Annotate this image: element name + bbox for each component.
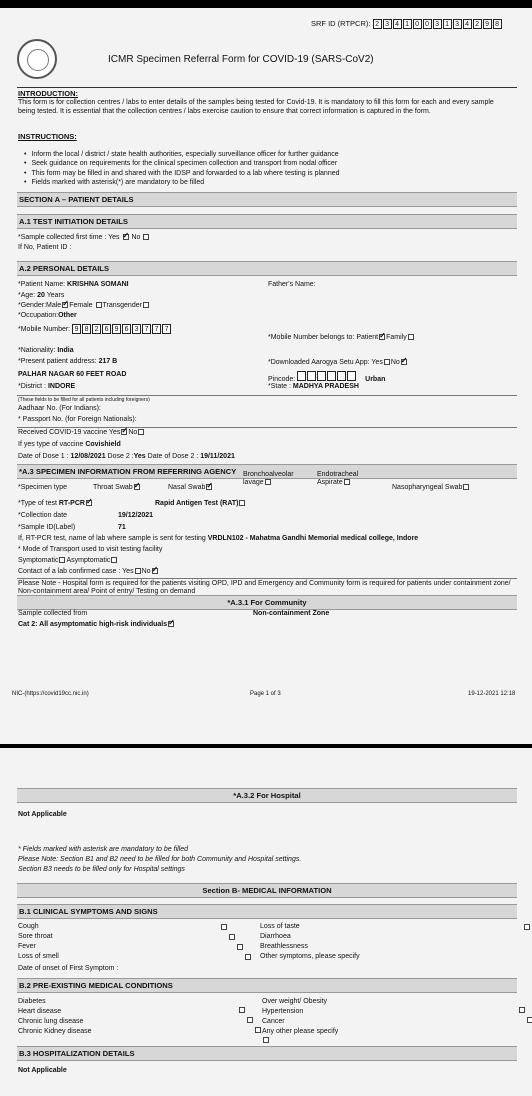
address-line-2: PALHAR NAGAR 60 FEET ROAD — [18, 371, 127, 378]
a1-header: A.1 TEST INITIATION DETAILS — [17, 214, 517, 229]
b3-header: B.3 HOSPITALIZATION DETAILS — [17, 1046, 517, 1061]
item-checkbox[interactable] — [239, 1007, 245, 1013]
collection-date-label: *Collection date — [18, 512, 68, 519]
patient-name: KRISHNA SOMANI — [67, 281, 129, 288]
digit-box: 6 — [102, 324, 111, 334]
item-checkbox[interactable] — [247, 1017, 253, 1023]
form-page-1 — [0, 8, 532, 744]
srf-label: SRF ID (RTPCR): — [311, 19, 371, 28]
digit-box: 9 — [483, 19, 492, 29]
vaccine-type-row: If yes type of vaccine Covishield — [18, 441, 121, 448]
naso-swab: Nasopharyngeal Swab — [392, 484, 470, 492]
item-label: Heart disease — [18, 1008, 62, 1015]
patient-checkbox[interactable] — [379, 334, 385, 340]
digit-box: 3 — [132, 324, 141, 334]
digit-box: 4 — [463, 19, 472, 29]
vaccine-row: Received COVID-19 vaccine Yes✓ No — [18, 429, 145, 437]
digit-box: 7 — [152, 324, 161, 334]
item-label: Any other please specify — [262, 1028, 339, 1035]
b3-value: Not Applicable — [18, 1067, 67, 1074]
item-checkbox[interactable] — [524, 924, 530, 930]
digit-box: 3 — [433, 19, 442, 29]
a3-header: *A.3 SPECIMEN INFORMATION FROM REFERRING AGENCY — [17, 464, 517, 479]
transport-row: * Mode of Transport used to visit testing facility — [18, 546, 163, 553]
contact-row: Contact of a lab confirmed case : Yes No✓ — [18, 568, 159, 576]
item-checkbox[interactable] — [221, 924, 227, 930]
nationality-row: *Nationality: India — [18, 347, 74, 354]
item-label: Fever — [18, 943, 36, 950]
broncho: Bronchoalveolar lavage — [243, 471, 294, 487]
footer-date: 19-12-2021 12:18 — [468, 691, 516, 697]
mobile-digit-boxes — [72, 326, 172, 333]
item-label: Diabetes — [18, 998, 46, 1005]
instructions-heading: INSTRUCTIONS: — [18, 132, 77, 141]
rat-checkbox[interactable] — [239, 500, 245, 506]
nasal-swab: Nasal Swab✓ — [168, 484, 213, 492]
digit-box: 3 — [453, 19, 462, 29]
fathers-name: Father's Name: — [268, 281, 316, 288]
digit-box: 6 — [122, 324, 131, 334]
transgender-checkbox[interactable] — [96, 302, 102, 308]
mobile-belongs: *Mobile Number belongs to: Patient✓ Family — [268, 334, 415, 342]
vaccine-no-checkbox[interactable] — [138, 429, 144, 435]
age-row: *Age: 20 Years — [18, 292, 65, 299]
specimen-type-label: *Specimen type — [18, 484, 68, 491]
icmr-logo — [17, 39, 57, 79]
form-title: ICMR Specimen Referral Form for COVID-19 (SARS-CoV2) — [108, 54, 374, 65]
onset-row: Date of onset of First Symptom : — [18, 965, 119, 972]
district-row: *District : INDORE — [18, 383, 76, 390]
endo-checkbox[interactable] — [344, 479, 350, 485]
section-b-header: Section B- MEDICAL INFORMATION — [17, 883, 517, 898]
no-checkbox[interactable] — [143, 234, 149, 240]
item-checkbox[interactable] — [245, 954, 251, 960]
contact-yes-checkbox[interactable] — [135, 568, 141, 574]
item-checkbox[interactable] — [263, 1037, 269, 1043]
a32-header: *A.3.2 For Hospital — [17, 788, 517, 803]
please-note: Please Note - Hospital form is required for the patients visiting OPD, IPD and Emergency and Community form is required for patients under containment zone/ Non-containment area/ Point of entry/ Testing on demand — [18, 580, 511, 596]
item-checkbox[interactable] — [237, 944, 243, 950]
digit-box: 2 — [373, 19, 382, 29]
digit-box: 2 — [473, 19, 482, 29]
asymptomatic-checkbox[interactable] — [111, 557, 117, 563]
item-label: Breathlessness — [260, 943, 308, 950]
footer-url: NIC-(https://covid19cc.nic.in) — [12, 691, 89, 697]
broncho-checkbox[interactable] — [265, 479, 271, 485]
pincode-row: Pincode: Urban — [268, 371, 385, 384]
aarogya-row: *Downloaded Aarogya Setu App: Yes No✓ — [268, 359, 408, 367]
item-label: Hypertension — [262, 1008, 304, 1015]
if-no-patient-id: If No, Patient ID : — [18, 244, 72, 251]
digit-box: 7 — [142, 324, 151, 334]
aarogya-no-checkbox[interactable] — [401, 359, 407, 365]
item-checkbox[interactable] — [519, 1007, 525, 1013]
digit-box: 4 — [393, 19, 402, 29]
digit-box: 9 — [72, 324, 81, 334]
collection-date: 19/12/2021 — [118, 512, 154, 519]
srf-digit-boxes — [373, 19, 503, 28]
intro-text: This form is for collection centres / labs to enter details of the samples being tested for Covid-19. It is mandatory to fill this form for each and every sample being tested. It is essential that the collection centres / labs exercise caution to ensure that correct information is captured in the form. — [18, 99, 494, 115]
throat-swab: Throat Swab✓ — [93, 484, 141, 492]
digit-box: 8 — [82, 324, 91, 334]
note-2: Please Note: Section B1 and B2 need to be filled for both Community and Hospital settings. — [18, 856, 302, 863]
throat-checkbox[interactable] — [134, 484, 140, 490]
family-checkbox[interactable] — [408, 334, 414, 340]
zone: Non-containment Zone — [253, 610, 330, 617]
b1-header: B.1 CLINICAL SYMPTOMS AND SIGNS — [17, 904, 517, 919]
section-a-header: SECTION A – PATIENT DETAILS — [17, 192, 517, 207]
digit-box: 7 — [162, 324, 171, 334]
cat2-row: Cat 2: All asymptomatic high-risk individuals✓ — [18, 621, 175, 629]
sample-from-label: Sample collected from — [18, 610, 88, 617]
aadhar-row: Aadhaar No. (For Indians): — [18, 405, 101, 412]
a2-header: A.2 PERSONAL DETAILS — [17, 261, 517, 276]
digit-box: 3 — [383, 19, 392, 29]
other-gender-checkbox[interactable] — [143, 302, 149, 308]
note-1: * Fields marked with asterisk are mandatory to be filled — [18, 846, 189, 853]
passport-row: * Passport No. (for Foreign Nationals): — [18, 416, 137, 423]
yes-checkbox[interactable] — [123, 234, 129, 240]
endo: Endotracheal Aspirate — [317, 471, 359, 487]
sample-first-time: *Sample collected first time : Yes ✓ No — [18, 234, 150, 242]
occupation-row: *Occupation:Other — [18, 312, 77, 319]
item-label: Chronic Kidney disease — [18, 1028, 92, 1035]
pincode-boxes[interactable] — [297, 376, 357, 383]
footer-page: Page 1 of 3 — [250, 691, 281, 697]
digit-box: 9 — [112, 324, 121, 334]
b2-header: B.2 PRE-EXISTING MEDICAL CONDITIONS — [17, 978, 517, 993]
note-3: Section B3 needs to be filled only for Hospital settings — [18, 866, 185, 873]
item-checkbox[interactable] — [527, 1017, 532, 1023]
foreigner-note: (These fields to be filled for all patients including foreigners) — [18, 397, 150, 403]
item-label: Over weight/ Obesity — [262, 998, 327, 1005]
female-checkbox[interactable] — [62, 302, 68, 308]
mobile-row: *Mobile Number: 9 8 2 6 9 6 3 7 7 7 — [18, 324, 172, 334]
intro-heading: INTRODUCTION: — [18, 89, 78, 98]
naso-checkbox[interactable] — [463, 484, 469, 490]
state-row: *State : MADHYA PRADESH — [268, 383, 359, 390]
instruction-item: • Fields marked with asterisk(*) are mandatory to be filled — [24, 179, 340, 187]
item-label: Loss of taste — [260, 923, 300, 930]
item-label: Cough — [18, 923, 39, 930]
patient-name-row: *Patient Name: KRISHNA SOMANI — [18, 281, 129, 288]
gender-row: *Gender:Male✓ Female Transgender — [18, 302, 150, 310]
cat2-checkbox[interactable] — [168, 621, 174, 627]
digit-box: 1 — [403, 19, 412, 29]
digit-box: 0 — [413, 19, 422, 29]
lab-row: If, RT-PCR test, name of lab where sample is sent for testing VRDLN102 - Mahatma Gandhi Memorial medical college, Indore — [18, 535, 419, 542]
digit-box: 1 — [443, 19, 452, 29]
item-label: Other symptoms, please specify — [260, 953, 360, 960]
sample-id: 71 — [118, 524, 126, 531]
symptomatic-checkbox[interactable] — [59, 557, 65, 563]
item-label: Cancer — [262, 1018, 285, 1025]
instructions-list — [24, 151, 340, 189]
digit-box: 8 — [493, 19, 502, 29]
vaccine-yes-checkbox[interactable] — [121, 429, 127, 435]
contact-no-checkbox[interactable] — [152, 568, 158, 574]
a31-header: *A.3.1 For Community — [17, 595, 517, 610]
item-label: Loss of smell — [18, 953, 59, 960]
aarogya-yes-checkbox[interactable] — [384, 359, 390, 365]
digit-box: 2 — [92, 324, 101, 334]
form-page-2 — [0, 748, 532, 1096]
instruction-item: • Inform the local / district / state health authorities, especially surveillance officer for further guidance — [24, 151, 340, 159]
instruction-item: • Seek guidance on requirements for the clinical specimen collection and transport from nodal officer — [24, 160, 340, 168]
item-checkbox[interactable] — [255, 1027, 261, 1033]
symptomatic-row: Symptomatic Asymptomatic — [18, 557, 118, 565]
rtpcr-checkbox[interactable] — [86, 500, 92, 506]
test-type-row: *Type of test RT-PCR✓ — [18, 500, 93, 508]
item-checkbox[interactable] — [229, 934, 235, 940]
item-label: Diarrhoea — [260, 933, 291, 940]
digit-box: 0 — [423, 19, 432, 29]
sample-id-label: *Sample ID(Label) — [18, 524, 76, 531]
nasal-checkbox[interactable] — [206, 484, 212, 490]
item-label: Sore throat — [18, 933, 53, 940]
rat-row: Rapid Antigen Test (RAT) — [155, 500, 246, 508]
dose-row: Date of Dose 1 : 12/08/2021 Dose 2 :Yes Date of Dose 2 : 19/11/2021 — [18, 453, 235, 460]
srf-id — [311, 19, 503, 29]
item-label: Chronic lung disease — [18, 1018, 84, 1025]
instruction-item: • This form may be filled in and shared with the IDSP and forwarded to a lab where testing is planned — [24, 170, 340, 178]
address-row: *Present patient address: 217 B — [18, 358, 118, 365]
a32-value: Not Applicable — [18, 811, 67, 818]
